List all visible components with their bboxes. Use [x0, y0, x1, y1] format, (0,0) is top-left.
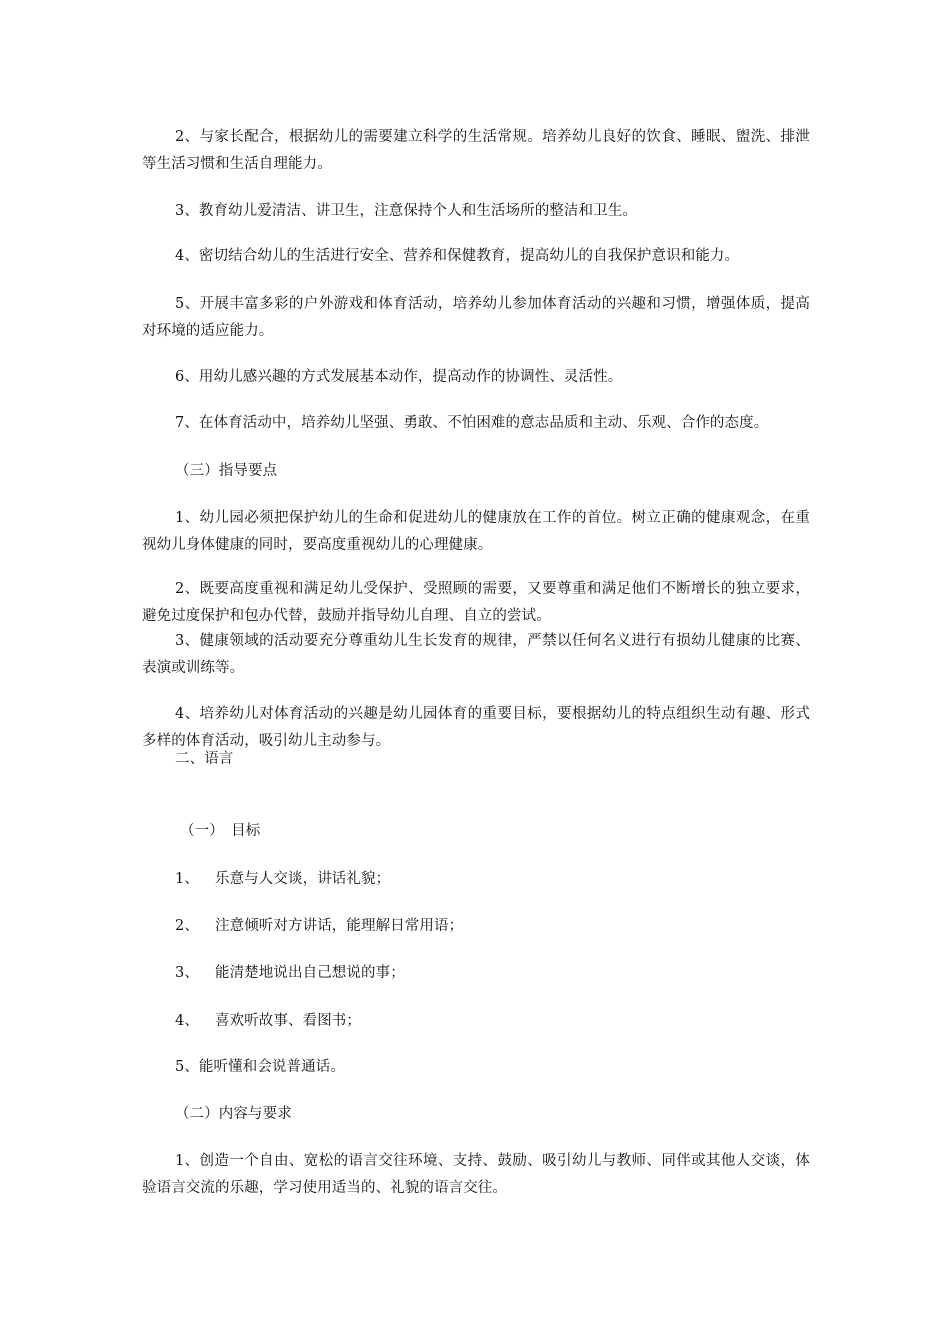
- language-goal-1: [175, 866, 843, 893]
- guidance-point-2: 2、既要高度重视和满足幼儿受保护、受照顾的需要，又要尊重和满足他们不断增长的独立要求，避免过度保护和包办代替，鼓励并指导幼儿自理、自立的尝试。: [142, 581, 810, 624]
- language-goal-text: 注意倾听对方讲话，能理解日常用语；: [215, 918, 464, 934]
- guidance-point-1: 1、幼儿园必须把保护幼儿的生命和促进幼儿的健康放在工作的首位。树立正确的健康观念，在重视幼儿身体健康的同时，要高度重视幼儿的心理健康。: [142, 510, 810, 553]
- health-goal-2: 2、与家长配合，根据幼儿的需要建立科学的生活常规。培养幼儿良好的饮食、睡眠、盥洗、排泄等生活习惯和生活自理能力。: [142, 129, 810, 172]
- content-heading: （二）内容与要求: [175, 1106, 292, 1122]
- guidance-point-3: 3、健康领域的活动要充分尊重幼儿生长发育的规律，严禁以任何名义进行有损幼儿健康的比赛、表演或训练等。: [142, 633, 810, 676]
- language-goal-4: [175, 1008, 843, 1035]
- guidance-point-4: 4、培养幼儿对体育活动的兴趣是幼儿园体育的重要目标，要根据幼儿的特点组织生动有趣、形式多样的体育活动，吸引幼儿主动参与。: [142, 706, 810, 749]
- language-goal-number: 4、: [175, 1013, 199, 1029]
- language-goal-number: 1、: [175, 871, 199, 887]
- language-goal-5: 5、能听懂和会说普通话。: [175, 1059, 345, 1075]
- language-goals-heading: （一） 目标: [180, 823, 261, 839]
- language-goal-text: 能清楚地说出自己想说的事；: [215, 965, 405, 981]
- language-goal-3: [175, 960, 843, 987]
- language-goal-text: 喜欢听故事、看图书；: [215, 1013, 361, 1029]
- health-goal-6: 6、用幼儿感兴趣的方式发展基本动作，提高动作的协调性、灵活性。: [175, 369, 623, 385]
- health-goal-4: 4、密切结合幼儿的生活进行安全、营养和保健教育，提高幼儿的自我保护意识和能力。: [175, 248, 740, 264]
- language-goal-number: 2、: [175, 918, 199, 934]
- language-goal-text: 乐意与人交谈，讲话礼貌；: [215, 871, 391, 887]
- health-goal-5: 5、开展丰富多彩的户外游戏和体育活动，培养幼儿参加体育活动的兴趣和习惯，增强体质，提高对环境的适应能力。: [142, 296, 810, 339]
- guidance-heading: （三）指导要点: [175, 463, 278, 479]
- health-goal-7: 7、在体育活动中，培养幼儿坚强、勇敢、不怕困难的意志品质和主动、乐观、合作的态度。: [175, 415, 769, 431]
- language-goal-2: [175, 913, 843, 940]
- health-goal-3: 3、教育幼儿爱清洁、讲卫生，注意保持个人和生活场所的整洁和卫生。: [175, 203, 637, 219]
- content-item-1: 1、创造一个自由、宽松的语言交往环境、支持、鼓励、吸引幼儿与教师、同伴或其他人交谈，体验语言交流的乐趣，学习使用适当的、礼貌的语言交往。: [142, 1153, 810, 1196]
- language-section-heading: 二、语言: [175, 751, 234, 767]
- language-goal-number: 3、: [175, 965, 199, 981]
